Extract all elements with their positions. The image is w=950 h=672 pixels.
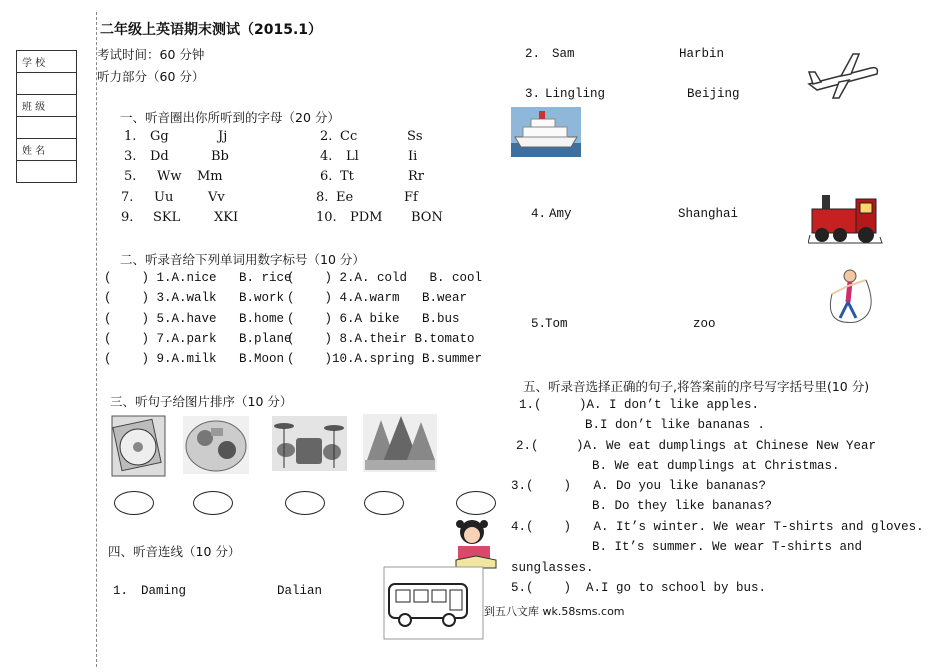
student-info-table: [16, 50, 77, 183]
list-item[interactable]: ( ) 4.A.warm B.wear: [287, 291, 468, 305]
match-city[interactable]: zoo: [693, 317, 716, 331]
list-item[interactable]: 3.( ) A. Do you like bananas?: [511, 479, 767, 493]
answer-oval[interactable]: [114, 491, 154, 515]
drum-set-picture: [272, 416, 347, 471]
cd-picture: [111, 415, 166, 477]
bus-picture: [383, 566, 484, 640]
match-city[interactable]: Shanghai: [678, 207, 739, 221]
letter-option[interactable]: BON: [411, 210, 443, 225]
letter-option[interactable]: Mm: [197, 169, 223, 184]
girl-jumping-rope-picture: [826, 266, 881, 328]
letter-option[interactable]: Bb: [211, 149, 229, 164]
school-label: 学 校: [17, 51, 77, 73]
list-item: 10.: [316, 210, 337, 225]
list-item: 9.: [121, 210, 134, 225]
list-item[interactable]: ( ) 3.A.walk B.work: [104, 291, 285, 305]
list-item[interactable]: ( ) 8.A.their B.tomato: [287, 332, 475, 346]
match-name[interactable]: Tom: [545, 317, 568, 331]
letter-option[interactable]: Uu: [154, 190, 174, 205]
letter-option[interactable]: Ll: [346, 149, 359, 164]
airplane-picture: [805, 48, 880, 100]
letter-option[interactable]: Ee: [336, 190, 354, 205]
letter-option[interactable]: PDM: [350, 210, 383, 225]
section5-title: 五、听录音选择正确的句子,将答案前的序号写字括号里(10 分): [523, 379, 870, 394]
list-item: B. We eat dumplings at Christmas.: [592, 459, 840, 473]
match-name[interactable]: Sam: [552, 47, 575, 61]
letter-option[interactable]: Ss: [407, 129, 423, 144]
name-label: 姓 名: [17, 139, 77, 161]
section1-title: 一、听音圈出你所听到的字母（20 分）: [120, 110, 340, 125]
ship-picture: [511, 107, 581, 157]
letter-option[interactable]: Tt: [340, 169, 354, 184]
match-number: 4.: [531, 207, 547, 221]
list-item[interactable]: ( ) 6.A bike B.bus: [287, 312, 460, 326]
toys-picture: [183, 416, 249, 474]
list-item: 7.: [121, 190, 134, 205]
name-field[interactable]: [17, 161, 77, 183]
class-label: 班 级: [17, 95, 77, 117]
list-item: 3.: [124, 149, 137, 164]
section2-title: 二、听录音给下列单词用数字标号（10 分）: [120, 252, 365, 267]
answer-oval[interactable]: [193, 491, 233, 515]
match-city[interactable]: Harbin: [679, 47, 725, 61]
answer-oval[interactable]: [456, 491, 496, 515]
list-item: sunglasses.: [511, 561, 594, 575]
watermark-text: 到五八文库 wk.58sms.com: [484, 605, 625, 618]
list-item[interactable]: ( ) 7.A.park B.plane: [104, 332, 292, 346]
list-item: 4.: [320, 149, 333, 164]
letter-option[interactable]: Jj: [218, 129, 228, 144]
match-name[interactable]: Daming: [141, 584, 187, 598]
letter-option[interactable]: XKI: [214, 210, 239, 225]
christmas-trees-picture: [363, 414, 437, 472]
list-item: 8.: [316, 190, 329, 205]
list-item: 6.: [320, 169, 333, 184]
match-number: 1.: [113, 584, 129, 598]
letter-option[interactable]: Dd: [150, 149, 169, 164]
letter-option[interactable]: Ww: [157, 169, 182, 184]
letter-option[interactable]: Rr: [408, 169, 425, 184]
answer-oval[interactable]: [364, 491, 404, 515]
list-item: B. It’s summer. We wear T-shirts and: [592, 540, 863, 554]
letter-option[interactable]: Gg: [150, 129, 169, 144]
section3-title: 三、听句子给图片排序（10 分）: [110, 394, 293, 409]
letter-option[interactable]: Ii: [408, 149, 418, 164]
list-item[interactable]: ( ) 1.A.nice B. rice: [104, 271, 292, 285]
binding-line: [96, 12, 97, 667]
list-item: 5.: [124, 169, 137, 184]
list-item: B. Do they like bananas?: [592, 499, 773, 513]
list-item[interactable]: 2.( )A. We eat dumplings at Chinese New Year: [516, 439, 877, 453]
page-title: 二年级上英语期末测试（2015.1）: [100, 22, 323, 38]
letter-option[interactable]: Cc: [340, 129, 358, 144]
match-number: 2.: [525, 47, 541, 61]
list-item[interactable]: ( ) 9.A.milk B.Moon: [104, 352, 285, 366]
match-city[interactable]: Beijing: [687, 87, 740, 101]
match-city[interactable]: Dalian: [277, 584, 323, 598]
match-number: 5.: [531, 317, 547, 331]
list-item[interactable]: ( )10.A.spring B.summer: [287, 352, 483, 366]
list-item: 2.: [320, 129, 333, 144]
list-item[interactable]: 4.( ) A. It’s winter. We wear T-shirts and gloves.: [511, 520, 924, 534]
listening-part-label: 听力部分（60 分）: [97, 69, 205, 84]
match-name[interactable]: Lingling: [545, 87, 606, 101]
school-field[interactable]: [17, 73, 77, 95]
exam-time: 考试时间：60 分钟: [97, 47, 205, 62]
match-name[interactable]: Amy: [549, 207, 572, 221]
letter-option[interactable]: Vv: [208, 190, 225, 205]
letter-option[interactable]: Ff: [404, 190, 418, 205]
answer-oval[interactable]: [285, 491, 325, 515]
match-number: 3.: [525, 87, 541, 101]
list-item: 1.: [124, 129, 137, 144]
section4-title: 四、听音连线（10 分）: [108, 544, 241, 559]
letter-option[interactable]: SKL: [153, 210, 181, 225]
list-item[interactable]: ( ) 5.A.have B.home: [104, 312, 285, 326]
list-item[interactable]: 1.( )A. I don’t like apples.: [519, 398, 760, 412]
class-field[interactable]: [17, 117, 77, 139]
train-picture: [808, 185, 884, 247]
list-item: B.I don’t like bananas .: [585, 418, 766, 432]
list-item[interactable]: 5.( ) A.I go to school by bus.: [511, 581, 767, 595]
list-item[interactable]: ( ) 2.A. cold B. cool: [287, 271, 483, 285]
